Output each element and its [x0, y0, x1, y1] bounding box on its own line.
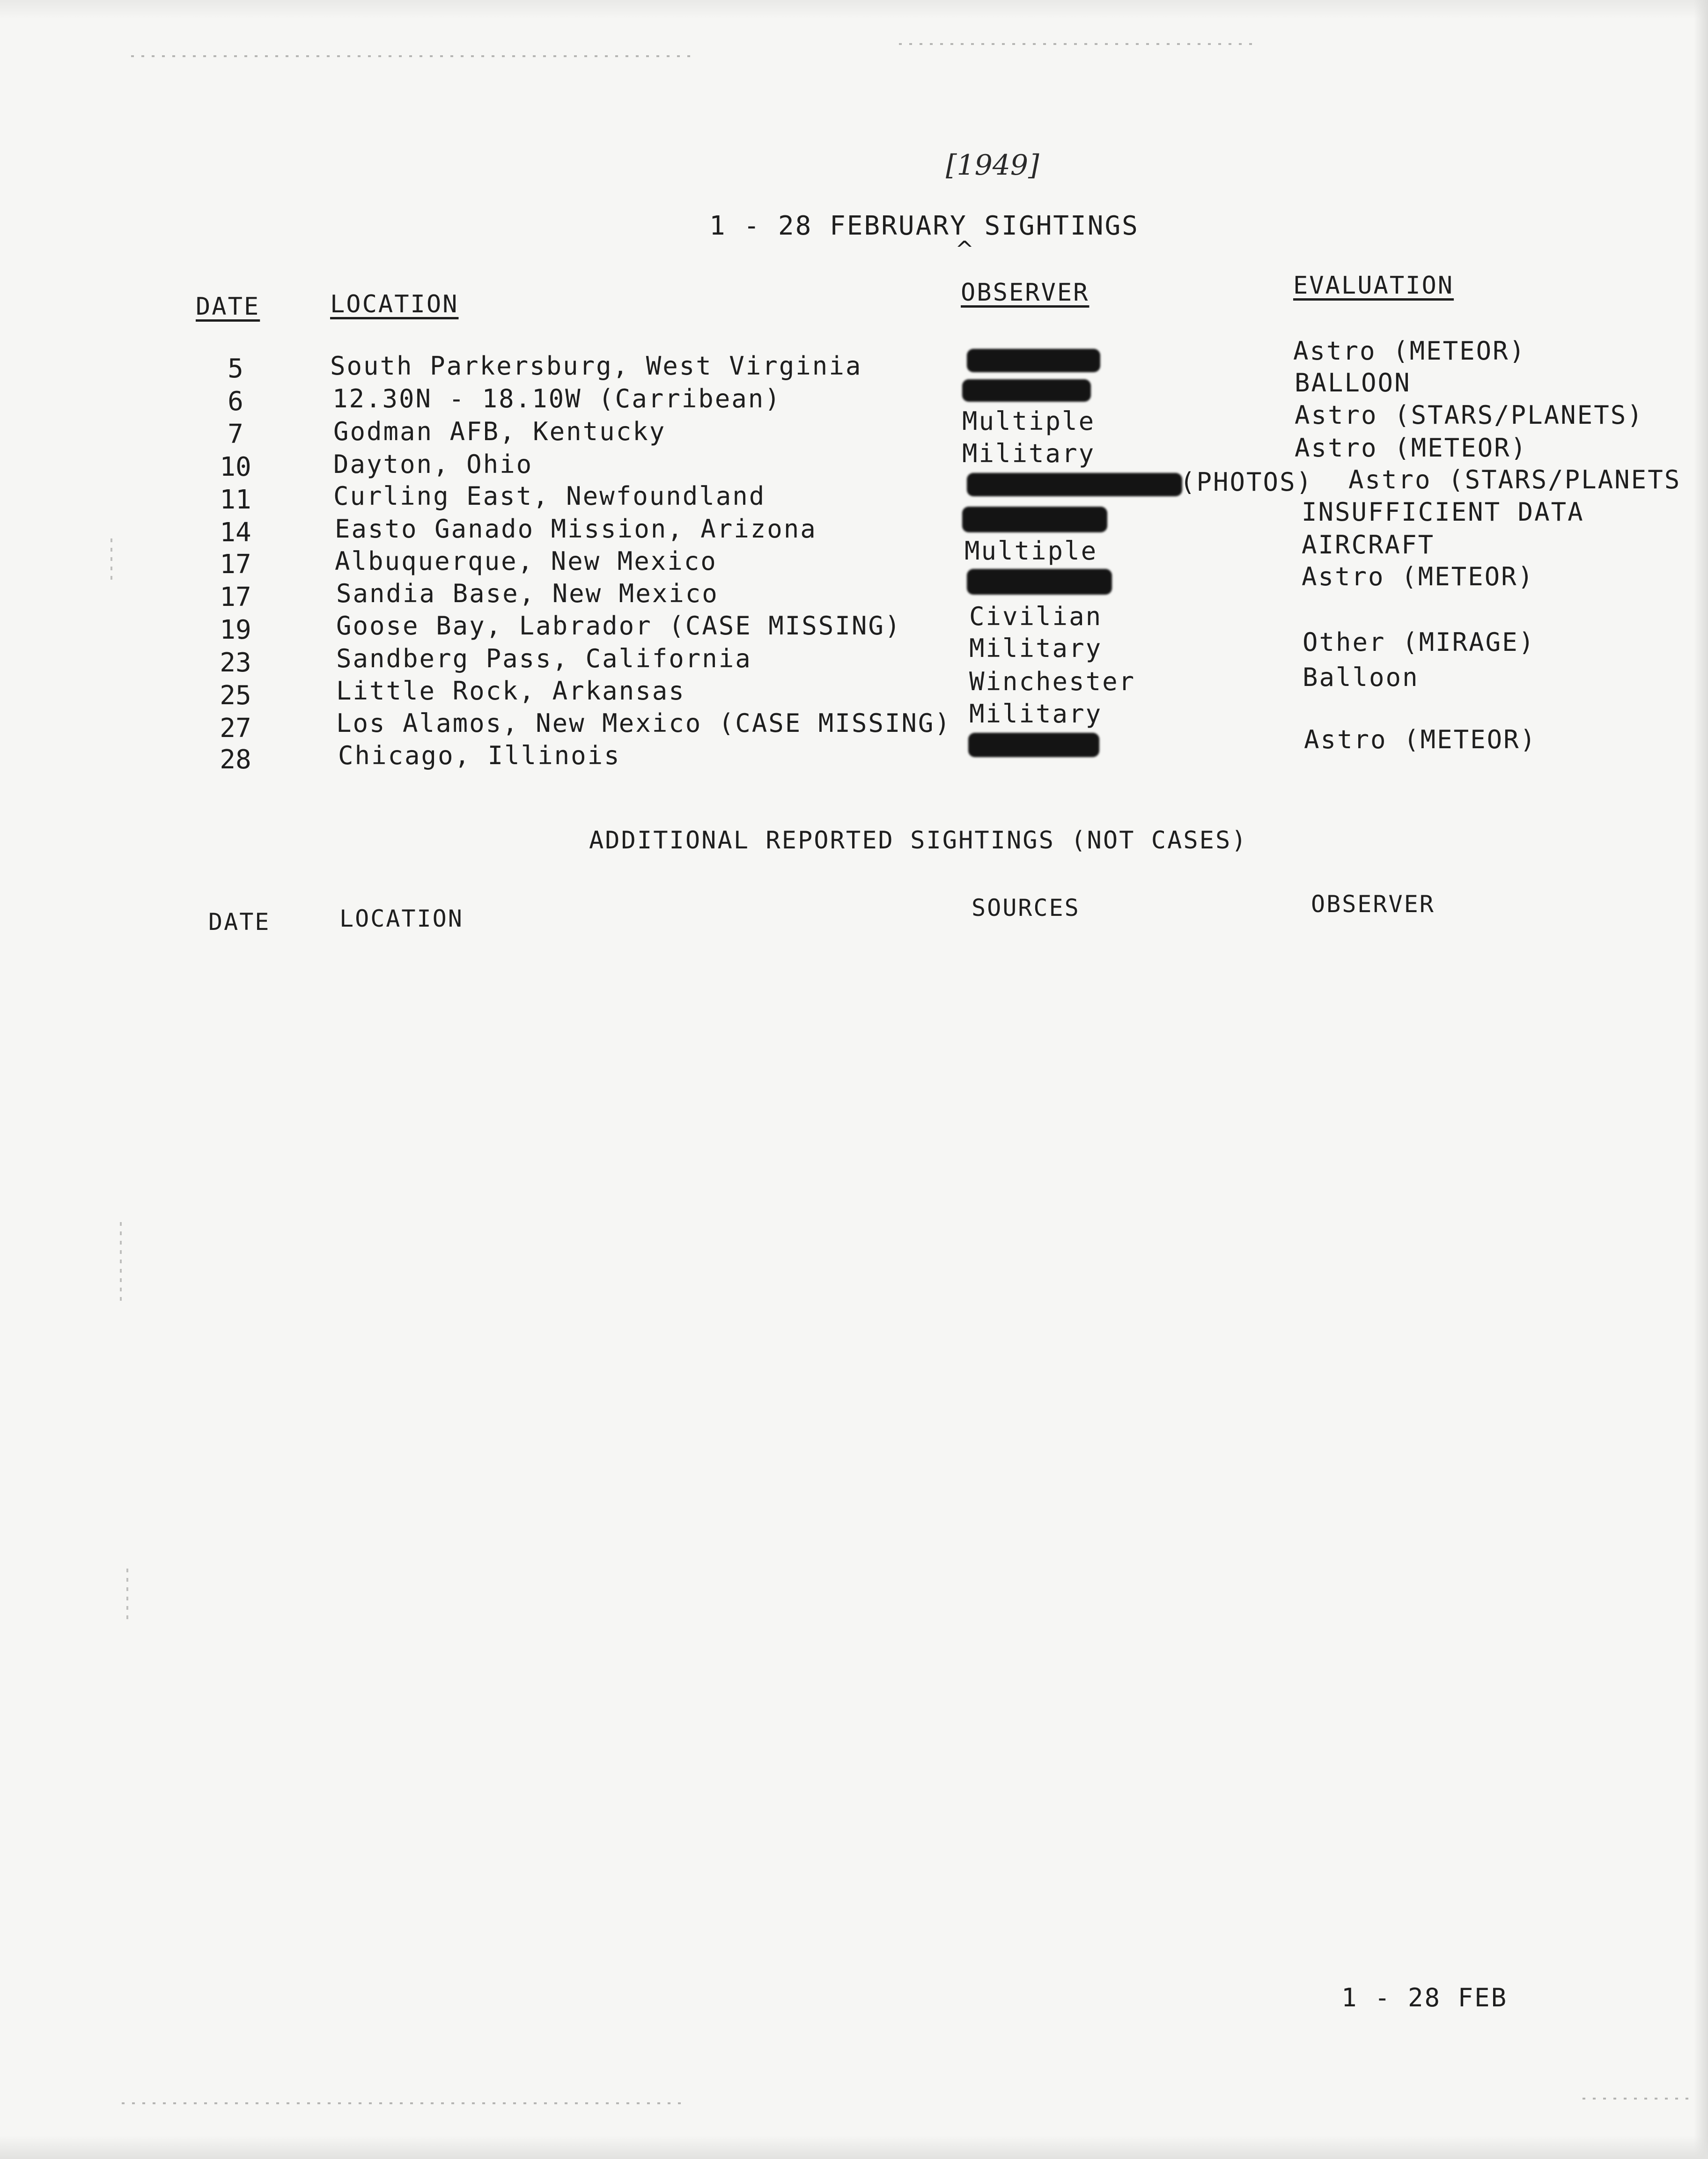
row-location: Sandberg Pass, California	[336, 644, 752, 673]
row-observer: Multiple	[962, 406, 1096, 436]
row-date: 23	[220, 648, 251, 678]
row-evaluation: Other (MIRAGE)	[1303, 627, 1536, 657]
page-title: 1 - 28 FEBRUARY SIGHTINGS	[709, 211, 1139, 241]
row-date: 25	[220, 680, 251, 711]
header-location: LOCATION	[330, 290, 459, 318]
margin-mark	[110, 538, 112, 581]
scan-edge-top	[0, 0, 1708, 19]
row-observer-note: (PHOTOS)	[1180, 467, 1313, 497]
row-observer: Winchester	[969, 667, 1136, 696]
additional-header-date: DATE	[208, 908, 271, 936]
row-date: 6	[228, 386, 243, 417]
row-evaluation: Astro (STARS/PLANETS)	[1295, 400, 1644, 430]
row-date: 19	[220, 615, 251, 645]
row-date: 7	[228, 419, 243, 449]
row-date: 11	[220, 485, 251, 515]
scan-noise-bottom	[122, 2102, 684, 2104]
row-location: Sandia Base, New Mexico	[336, 579, 719, 608]
scan-edge-bottom	[0, 2136, 1708, 2159]
scan-noise-bottom-right	[1583, 2098, 1690, 2100]
redaction-bar	[967, 349, 1100, 372]
redaction-bar	[968, 733, 1099, 757]
row-evaluation: Astro (METEOR)	[1304, 725, 1537, 754]
page-footer: 1 - 28 FEB	[1341, 1983, 1508, 2012]
header-observer: OBSERVER	[961, 279, 1090, 307]
additional-section-title: ADDITIONAL REPORTED SIGHTINGS (NOT CASES)	[589, 826, 1248, 855]
row-location: Little Rock, Arkansas	[336, 676, 685, 706]
row-location: Los Alamos, New Mexico (CASE MISSING)	[336, 708, 951, 738]
redaction-bar	[967, 569, 1112, 595]
margin-mark	[126, 1569, 128, 1625]
row-date: 14	[220, 517, 251, 548]
scan-edge-right	[1694, 0, 1708, 2159]
additional-header-location: LOCATION	[339, 905, 464, 932]
margin-mark	[120, 1222, 122, 1302]
row-evaluation: Astro (STARS/PLANETS	[1348, 465, 1681, 494]
row-date: 17	[220, 582, 251, 612]
row-location: South Parkersburg, West Virginia	[330, 351, 862, 381]
row-evaluation: Astro (METEOR)	[1302, 562, 1535, 591]
row-evaluation: BALLOON	[1295, 368, 1411, 398]
row-observer: Military	[969, 699, 1103, 729]
row-observer: Military	[969, 634, 1103, 663]
scan-noise-top-right	[899, 43, 1255, 45]
year-annotation: [1949]	[946, 149, 1039, 182]
insertion-caret: ^	[955, 236, 974, 263]
additional-header-sources: SOURCES	[972, 894, 1080, 921]
row-location: Easto Ganado Mission, Arizona	[335, 514, 817, 544]
row-date: 10	[220, 452, 251, 482]
row-location: 12.30N - 18.10W (Carribean)	[332, 384, 781, 413]
row-observer: Military	[962, 439, 1096, 468]
row-location: Curling East, Newfoundland	[333, 481, 766, 511]
row-date: 27	[220, 713, 251, 744]
row-date: 17	[220, 549, 251, 580]
redaction-bar	[962, 507, 1107, 532]
row-location: Chicago, Illinois	[338, 741, 621, 770]
row-evaluation: Balloon	[1303, 663, 1419, 692]
row-location: Godman AFB, Kentucky	[333, 417, 666, 446]
row-location: Albuquerque, New Mexico	[335, 546, 717, 576]
row-observer: Multiple	[964, 536, 1098, 566]
row-date: 5	[228, 354, 243, 384]
row-observer: Civilian	[969, 602, 1103, 631]
additional-header-observer: OBSERVER	[1311, 891, 1435, 918]
header-date: DATE	[196, 293, 260, 321]
row-date: 28	[220, 744, 251, 775]
row-evaluation: Astro (METEOR)	[1293, 336, 1526, 366]
row-evaluation: Astro (METEOR)	[1295, 433, 1528, 463]
row-location: Goose Bay, Labrador (CASE MISSING)	[336, 611, 902, 641]
row-evaluation: INSUFFICIENT DATA	[1302, 497, 1584, 527]
row-evaluation: AIRCRAFT	[1302, 530, 1435, 560]
row-location: Dayton, Ohio	[333, 449, 533, 479]
redaction-bar	[962, 379, 1091, 402]
scan-noise-top	[131, 55, 693, 57]
header-evaluation: EVALUATION	[1293, 272, 1454, 300]
redaction-bar	[967, 473, 1182, 496]
